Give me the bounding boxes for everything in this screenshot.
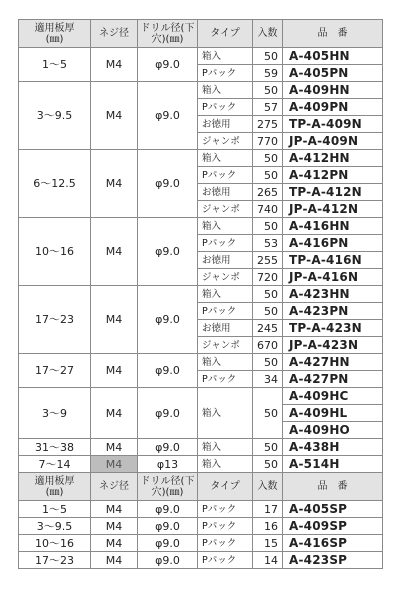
qty-cell: 16: [253, 518, 283, 535]
type-cell: Pパック: [198, 99, 253, 116]
qty-cell: 770: [253, 133, 283, 150]
qty-cell: 15: [253, 535, 283, 552]
type-cell: 箱入: [198, 439, 253, 456]
part-number-cell: TP-A-409N: [283, 116, 383, 133]
thickness-cell: 17～27: [19, 354, 91, 388]
table-row: [19, 388, 383, 405]
drill-cell: φ13: [138, 456, 198, 473]
part-number-cell: JP-A-412N: [283, 201, 383, 218]
table-row: [19, 456, 383, 473]
type-cell: お徳用: [198, 184, 253, 201]
type-cell: お徳用: [198, 116, 253, 133]
qty-cell: 50: [253, 82, 283, 99]
qty-cell: 50: [253, 303, 283, 320]
part-number-cell: A-405SP: [283, 501, 383, 518]
qty-cell: 265: [253, 184, 283, 201]
part-number-cell: A-423HN: [283, 286, 383, 303]
type-cell: Pパック: [198, 518, 253, 535]
table-row: [19, 535, 383, 552]
drill-cell: φ9.0: [138, 439, 198, 456]
part-number-cell: A-427PN: [283, 371, 383, 388]
header-qty: 入数: [253, 473, 283, 501]
screw-cell: M4: [91, 286, 138, 354]
header-drill: ドリル径(下 穴)(㎜): [138, 20, 198, 48]
qty-cell: 245: [253, 320, 283, 337]
type-cell: Pパック: [198, 552, 253, 569]
type-cell: Pパック: [198, 535, 253, 552]
part-number-cell: A-514H: [283, 456, 383, 473]
table-row: [19, 439, 383, 456]
type-cell: Pパック: [198, 65, 253, 82]
table-row: [19, 150, 383, 167]
part-number-cell: A-409PN: [283, 99, 383, 116]
type-cell: Pパック: [198, 501, 253, 518]
qty-cell: 57: [253, 99, 283, 116]
type-cell: 箱入: [198, 218, 253, 235]
header-thickness: 適用板厚 (㎜): [19, 20, 91, 48]
type-cell: 箱入: [198, 48, 253, 65]
type-cell: 箱入: [198, 354, 253, 371]
type-cell: 箱入: [198, 456, 253, 473]
qty-cell: 50: [253, 286, 283, 303]
header-screw: ネジ径: [91, 473, 138, 501]
type-cell: 箱入: [198, 388, 253, 439]
thickness-cell: 31～38: [19, 439, 91, 456]
header-type: タイプ: [198, 473, 253, 501]
part-number-cell: A-423SP: [283, 552, 383, 569]
table-row: [19, 501, 383, 518]
spec-table: [18, 19, 383, 569]
header-drill: ドリル径(下 穴)(㎜): [138, 473, 198, 501]
type-cell: お徳用: [198, 320, 253, 337]
part-number-cell: A-427HN: [283, 354, 383, 371]
type-cell: Pパック: [198, 371, 253, 388]
drill-cell: φ9.0: [138, 82, 198, 150]
qty-cell: 17: [253, 501, 283, 518]
part-number-cell: A-423PN: [283, 303, 383, 320]
screw-cell: M4: [91, 354, 138, 388]
part-number-cell: JP-A-409N: [283, 133, 383, 150]
header-row: [19, 20, 383, 48]
qty-cell: 34: [253, 371, 283, 388]
qty-cell: 740: [253, 201, 283, 218]
screw-cell: M4: [91, 388, 138, 439]
thickness-cell: 3～9.5: [19, 518, 91, 535]
spec-table-container: [18, 19, 382, 569]
header-thickness: 適用板厚 (㎜): [19, 473, 91, 501]
type-cell: Pパック: [198, 303, 253, 320]
qty-cell: 50: [253, 48, 283, 65]
drill-cell: φ9.0: [138, 354, 198, 388]
screw-cell: M4: [91, 552, 138, 569]
type-cell: 箱入: [198, 286, 253, 303]
part-number-cell: TP-A-412N: [283, 184, 383, 201]
screw-cell: M4: [91, 501, 138, 518]
part-number-cell: A-416SP: [283, 535, 383, 552]
qty-cell: 50: [253, 439, 283, 456]
table-row: [19, 286, 383, 303]
thickness-cell: 7～14: [19, 456, 91, 473]
thickness-cell: 3～9: [19, 388, 91, 439]
qty-cell: 50: [253, 150, 283, 167]
table-row: [19, 48, 383, 65]
screw-cell: M4: [91, 439, 138, 456]
thickness-cell: 17～23: [19, 286, 91, 354]
qty-cell: 50: [253, 388, 283, 439]
drill-cell: φ9.0: [138, 286, 198, 354]
header-part: 品 番: [283, 20, 383, 48]
type-cell: お徳用: [198, 252, 253, 269]
qty-cell: 50: [253, 456, 283, 473]
type-cell: ジャンボ: [198, 133, 253, 150]
part-number-cell: A-409HO: [283, 422, 383, 439]
qty-cell: 720: [253, 269, 283, 286]
header-part: 品 番: [283, 473, 383, 501]
header-qty: 入数: [253, 20, 283, 48]
type-cell: ジャンボ: [198, 337, 253, 354]
part-number-cell: A-416HN: [283, 218, 383, 235]
qty-cell: 50: [253, 218, 283, 235]
header-type: タイプ: [198, 20, 253, 48]
part-number-cell: JP-A-416N: [283, 269, 383, 286]
drill-cell: φ9.0: [138, 501, 198, 518]
qty-cell: 670: [253, 337, 283, 354]
drill-cell: φ9.0: [138, 552, 198, 569]
qty-cell: 50: [253, 167, 283, 184]
thickness-cell: 1～5: [19, 501, 91, 518]
part-number-cell: TP-A-416N: [283, 252, 383, 269]
type-cell: 箱入: [198, 150, 253, 167]
table-row: [19, 518, 383, 535]
header-row: [19, 473, 383, 501]
drill-cell: φ9.0: [138, 535, 198, 552]
screw-cell: M4: [91, 48, 138, 82]
qty-cell: 255: [253, 252, 283, 269]
type-cell: Pパック: [198, 167, 253, 184]
type-cell: 箱入: [198, 82, 253, 99]
part-number-cell: A-405PN: [283, 65, 383, 82]
qty-cell: 275: [253, 116, 283, 133]
thickness-cell: 3～9.5: [19, 82, 91, 150]
screw-cell: M4: [91, 150, 138, 218]
qty-cell: 59: [253, 65, 283, 82]
screw-cell: M4: [91, 218, 138, 286]
type-cell: ジャンボ: [198, 269, 253, 286]
thickness-cell: 10～16: [19, 535, 91, 552]
header-screw: ネジ径: [91, 20, 138, 48]
type-cell: ジャンボ: [198, 201, 253, 218]
table-row: [19, 218, 383, 235]
part-number-cell: TP-A-423N: [283, 320, 383, 337]
drill-cell: φ9.0: [138, 218, 198, 286]
thickness-cell: 1～5: [19, 48, 91, 82]
part-number-cell: A-438H: [283, 439, 383, 456]
drill-cell: φ9.0: [138, 48, 198, 82]
part-number-cell: A-409HN: [283, 82, 383, 99]
table-row: [19, 354, 383, 371]
part-number-cell: A-409SP: [283, 518, 383, 535]
screw-cell: M4: [91, 456, 138, 473]
part-number-cell: A-412HN: [283, 150, 383, 167]
type-cell: Pパック: [198, 235, 253, 252]
screw-cell: M4: [91, 535, 138, 552]
qty-cell: 50: [253, 354, 283, 371]
thickness-cell: 17～23: [19, 552, 91, 569]
qty-cell: 53: [253, 235, 283, 252]
screw-cell: M4: [91, 82, 138, 150]
drill-cell: φ9.0: [138, 518, 198, 535]
screw-cell: M4: [91, 518, 138, 535]
part-number-cell: A-412PN: [283, 167, 383, 184]
drill-cell: φ9.0: [138, 150, 198, 218]
part-number-cell: A-409HC: [283, 388, 383, 405]
drill-cell: φ9.0: [138, 388, 198, 439]
thickness-cell: 6～12.5: [19, 150, 91, 218]
part-number-cell: JP-A-423N: [283, 337, 383, 354]
part-number-cell: A-409HL: [283, 405, 383, 422]
table-row: [19, 552, 383, 569]
spec-table-body: [19, 20, 383, 569]
part-number-cell: A-405HN: [283, 48, 383, 65]
table-row: [19, 82, 383, 99]
part-number-cell: A-416PN: [283, 235, 383, 252]
thickness-cell: 10～16: [19, 218, 91, 286]
qty-cell: 14: [253, 552, 283, 569]
